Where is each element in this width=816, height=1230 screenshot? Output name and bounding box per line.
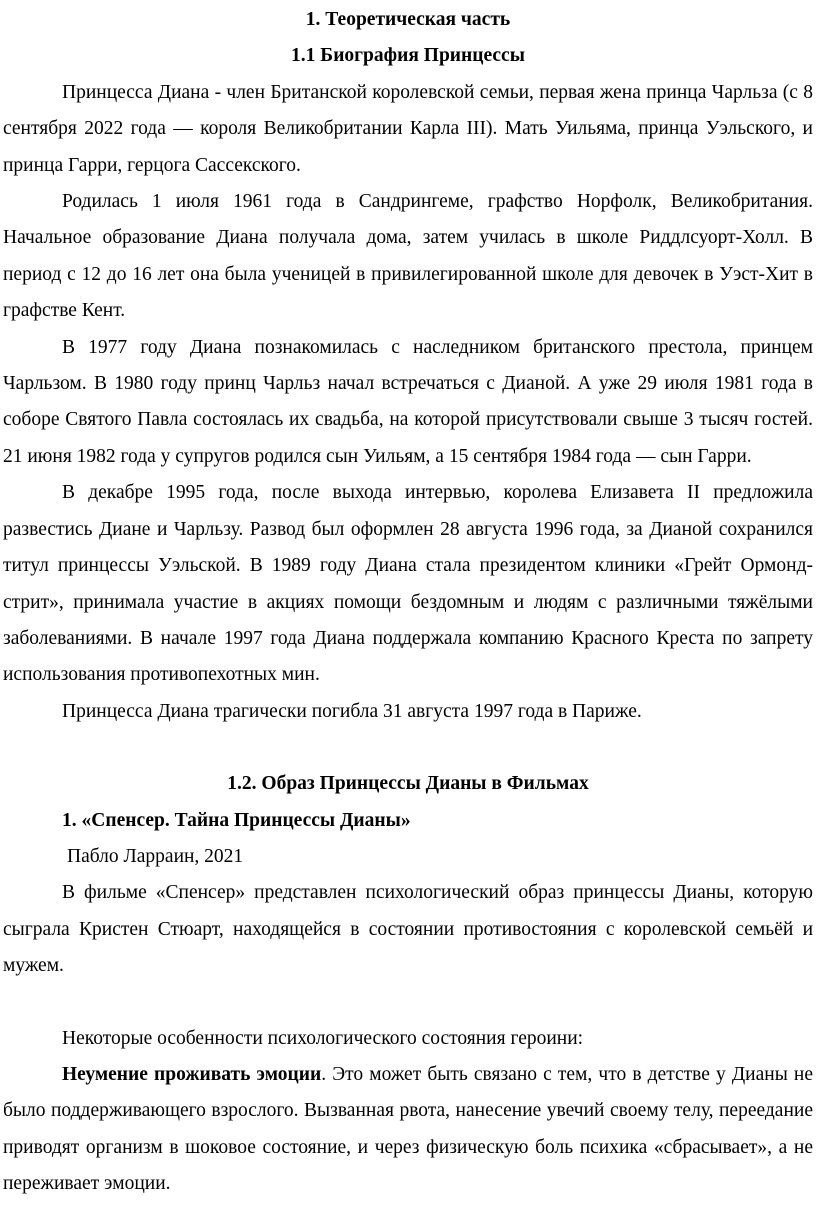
bio-paragraph: Принцесса Диана - член Британской королевской семьи, первая жена принца Чарльза (с 8 сентября 2022 года — короля Великобритании Карла III). Мать Уильяма, принца Уэльского, и принца Гарри, герцога Сассекского. bbox=[3, 81, 813, 176]
bio-paragraph: Принцесса Диана трагически погибла 31 августа 1997 года в Париже. bbox=[62, 700, 642, 722]
section-title: 1. Теоретическая часть bbox=[305, 9, 511, 30]
film-description: В фильме «Спенсер» представлен психологический образ принцессы Дианы, которую сыграла Кристен Стюарт, находящейся в состоянии противостояния с королевской семьёй и мужем. bbox=[3, 882, 813, 977]
bio-paragraph: Родилась 1 июля 1961 года в Сандрингеме, графство Норфолк, Великобритания. Начальное образование Диана получала дома, затем училась в школе Риддлсуорт-Холл. В период с 12 до 16 лет она была ученицей в привилегированной школе для девочек в Уэст-Хит в графстве Кент. bbox=[3, 191, 813, 322]
features-intro: Некоторые особенности психологического состояния героини: bbox=[62, 1027, 584, 1049]
feature-term: Неумение проживать эмоции bbox=[62, 1063, 322, 1085]
spacer bbox=[3, 985, 813, 1021]
films-section-title: 1.2. Образ Принцессы Дианы в Фильмах bbox=[227, 773, 589, 795]
feature-text: . Это может быть связано с тем, что в детстве у Дианы не было поддерживающего взрослого. Вызванная рвота, нанесение увечий своему телу, переедание приводят организм в шоковое состояние, и через физическую боль психика «сбрасывает», а не переживает эмоции. bbox=[3, 1063, 813, 1195]
bio-paragraph: В 1977 году Диана познакомилась с наследником британского престола, принцем Чарльзом. В 1980 году принц Чарльз начал встречаться с Дианой. А уже 29 июля 1981 года в соборе Святого Павла состоялась их свадьба, на которой присутствовали свыше 3 тысяч гостей. 21 июня 1982 года у супругов родился сын Уильям, а 15 сентября 1984 года — сын Гарри. bbox=[3, 336, 813, 467]
bio-paragraph: В декабре 1995 года, после выхода интервью, королева Елизавета II предложила развестись Диане и Чарльзу. Развод был оформлен 28 августа 1996 года, за Дианой сохранился титул принцессы Уэльской. В 1989 году Диана стала президентом клиники «Грейт Ормонд-стрит», принимала участие в акциях помощи бездомным и людям с различными тяжёлыми заболеваниями. В начале 1997 года Диана поддержала компанию Красного Креста по запрету использования противопехотных мин. bbox=[3, 482, 813, 686]
film-title: 1. «Спенсер. Тайна Принцессы Дианы» bbox=[62, 809, 411, 831]
subsection-title: 1.1 Биография Принцессы bbox=[291, 45, 525, 67]
feature-paragraph bbox=[3, 1057, 813, 1203]
film-director: Пабло Ларраин, 2021 bbox=[67, 845, 244, 867]
spacer bbox=[3, 730, 813, 766]
